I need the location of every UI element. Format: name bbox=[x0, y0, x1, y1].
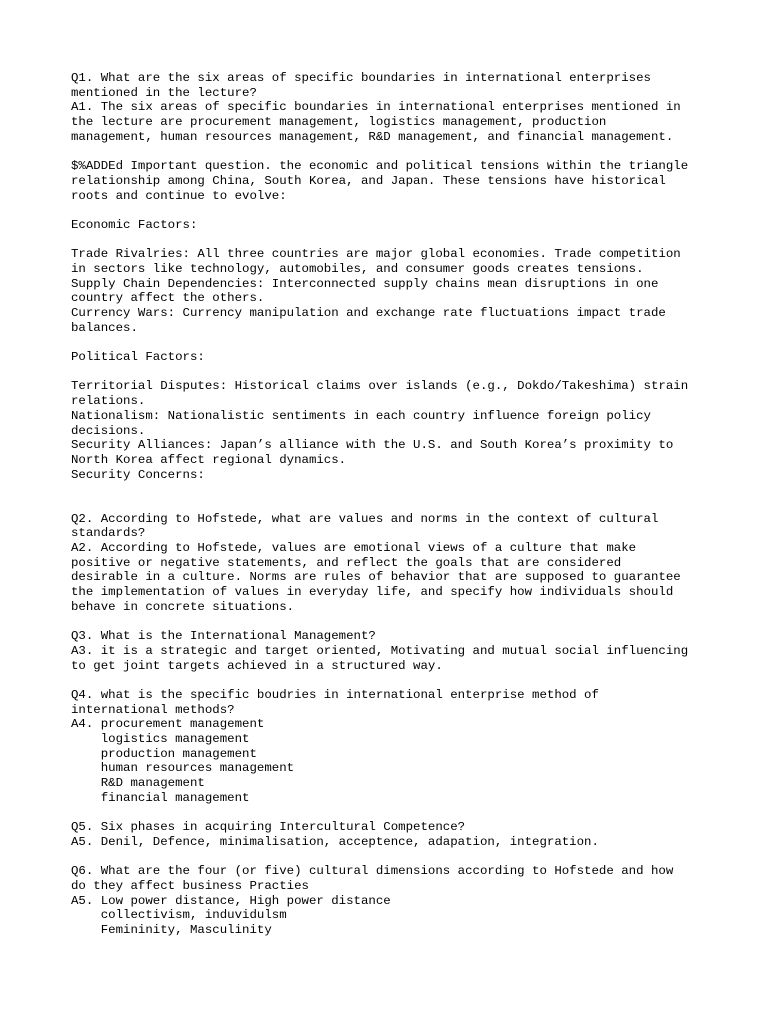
text-line: Q3. What is the International Management? bbox=[71, 629, 376, 644]
text-line: standards? bbox=[71, 526, 146, 541]
text-line: relationship among China, South Korea, and Japan. These tensions have historical bbox=[71, 173, 666, 188]
text-line: decisions. bbox=[71, 423, 146, 438]
text-line: in sectors like technology, automobiles, and consumer goods creates tensions. bbox=[71, 261, 644, 276]
text-line: do they affect business Practies bbox=[71, 878, 309, 893]
text-line: financial management bbox=[71, 790, 250, 805]
text-line: Q1. What are the six areas of specific boundaries in international enterprises bbox=[71, 71, 651, 85]
text-line: R&D management bbox=[71, 776, 205, 790]
text-line: Territorial Disputes: Historical claims over islands (e.g., Dokdo/Takeshima) strain bbox=[71, 379, 689, 394]
text-line: $%ADDEd Important question. the economic and political tensions within the triangle bbox=[71, 159, 689, 174]
text-line: Currency Wars: Currency manipulation and exchange rate fluctuations impact trade bbox=[71, 306, 666, 320]
text-line: collectivism, induvidulsm bbox=[71, 908, 287, 923]
blank-line bbox=[71, 335, 711, 350]
text-line: the implementation of values in everyday life, and specify how individuals should bbox=[71, 585, 674, 600]
text-line: Nationalism: Nationalistic sentiments in each country influence foreign policy bbox=[71, 408, 651, 423]
text-line: Trade Rivalries: All three countries are major global economies. Trade competition bbox=[71, 247, 681, 262]
text-line: A3. it is a strategic and target oriented, Motivating and mutual social influencing bbox=[71, 643, 689, 658]
text-line: Q2. According to Hofstede, what are values and norms in the context of cultural bbox=[71, 511, 659, 526]
text-line: roots and continue to evolve: bbox=[71, 188, 287, 203]
text-line: human resources management bbox=[71, 761, 295, 776]
text-line: Supply Chain Dependencies: Interconnected supply chains mean disruptions in one bbox=[71, 276, 659, 291]
text-line: desirable in a culture. Norms are rules of behavior that are supposed to guarantee bbox=[71, 570, 681, 585]
blank-line bbox=[71, 614, 711, 629]
blank-line bbox=[71, 849, 711, 864]
blank-line bbox=[71, 233, 711, 248]
text-line: Q6. What are the four (or five) cultural dimensions according to Hofstede and how bbox=[71, 864, 674, 879]
text-line: A5. Denil, Defence, minimalisation, acceptence, adapation, integration. bbox=[71, 834, 599, 849]
text-line: behave in concrete situations. bbox=[71, 599, 295, 614]
blank-line bbox=[71, 365, 711, 380]
text-line: Political Factors: bbox=[71, 350, 205, 365]
blank-line bbox=[71, 482, 711, 497]
text-line: positive or negative statements, and reflect the goals that are considered bbox=[71, 555, 622, 570]
text-line: A1. The six areas of specific boundaries in international enterprises mentioned in bbox=[71, 100, 681, 115]
text-line: North Korea affect regional dynamics. bbox=[71, 452, 347, 467]
text-line: A5. Low power distance, High power distance bbox=[71, 893, 391, 908]
text-line: mentioned in the lecture? bbox=[71, 85, 257, 100]
text-line: relations. bbox=[71, 394, 146, 409]
text-line: country affect the others. bbox=[71, 291, 265, 306]
blank-line bbox=[71, 673, 711, 688]
text-line: A4. procurement management bbox=[71, 717, 265, 732]
text-line: Femininity, Masculinity bbox=[71, 922, 272, 937]
blank-line bbox=[71, 805, 711, 820]
document-page bbox=[71, 71, 711, 938]
blank-line bbox=[71, 203, 711, 218]
text-line: balances. bbox=[71, 320, 138, 335]
text-line: international methods? bbox=[71, 702, 235, 717]
text-line: Q5. Six phases in acquiring Intercultural Competence? bbox=[71, 820, 466, 835]
blank-line bbox=[71, 144, 711, 159]
text-line: Security Alliances: Japan’s alliance with the U.S. and South Korea’s proximity to bbox=[71, 438, 674, 453]
text-line: management, human resources management, R&D management, and financial management. bbox=[71, 129, 674, 144]
blank-line bbox=[71, 497, 711, 512]
text-line: production management bbox=[71, 746, 257, 761]
text-line: A2. According to Hofstede, values are emotional views of a culture that make bbox=[71, 541, 637, 555]
text-line: to get joint targets achieved in a structured way. bbox=[71, 658, 443, 673]
text-line: Q4. what is the specific boudries in international enterprise method of bbox=[71, 687, 599, 702]
text-line: Economic Factors: bbox=[71, 217, 198, 232]
text-line: Security Concerns: bbox=[71, 467, 205, 482]
text-line: the lecture are procurement management, logistics management, production bbox=[71, 115, 607, 130]
text-line: logistics management bbox=[71, 731, 250, 746]
